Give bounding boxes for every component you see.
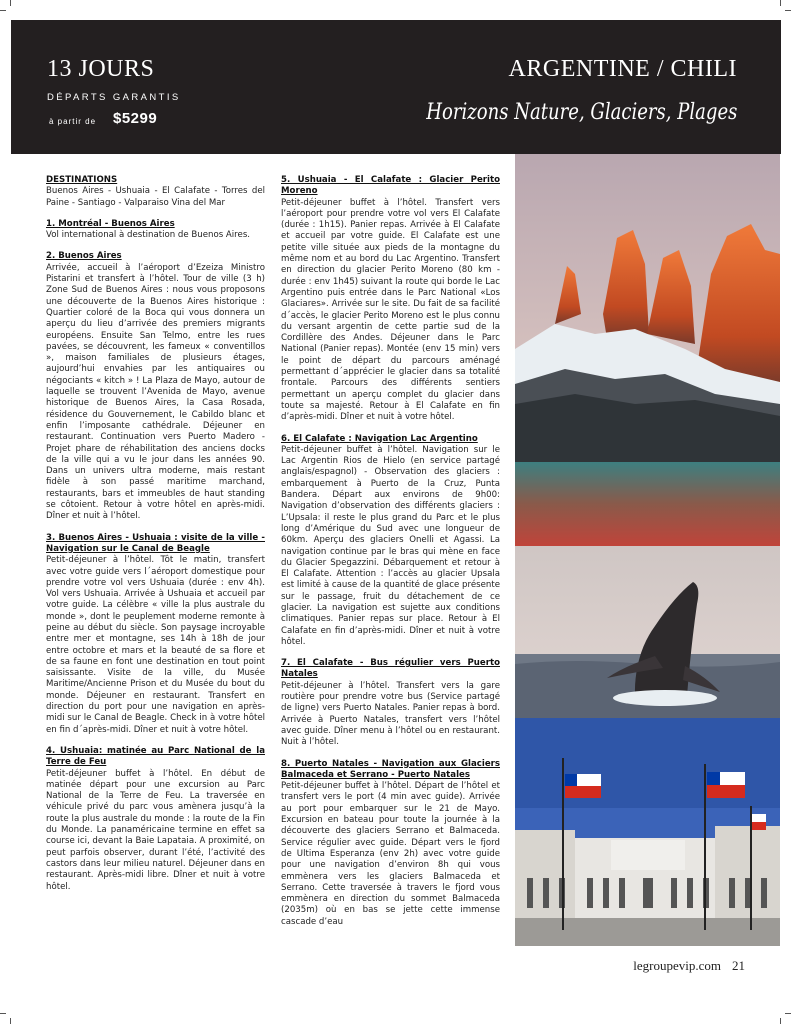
section-title: 5. Ushuaia - El Calafate : Glacier Perito Moreno xyxy=(281,175,500,197)
section-title: DESTINATIONS xyxy=(46,175,118,185)
price-from-label: à partir de xyxy=(49,117,97,126)
section-title: 1. Montréal - Buenos Aires xyxy=(46,218,175,229)
section-title: 2. Buenos Aires xyxy=(46,251,122,262)
section-text: Petit-déjeuner buffet à l’hôtel. Départ de l’hôtel et transfert vers le port (4 min avec guide). Arrivée au port pour embarquer sur le 21 de Mayo. Excursion en bateau pour toute la journée à la découverte des glaciers Serrano et Balmaceda. Service régulier avec guide. Départ vers le fjord de Ultima Esperanza (env 2h) avec votre guide pour une navigation d’environ 8h qui vous emmènera vers les glaciers Balmaceda et Serrano. Cette traversée à travers le fjord vous emmènera en direction du sommet Balmaceda (2035m) où en bas se jette cette immense cascade d’eau xyxy=(281,781,500,927)
trip-destination: ARGENTINE / CHILI xyxy=(508,56,737,82)
itinerary-column-right xyxy=(281,175,500,938)
section-title: 4. Ushuaia: matinée au Parc National de la Terre de Feu xyxy=(46,745,265,768)
section-text: Petit-déjeuner buffet à l’hôtel. En début de matinée départ pour une excursion au Parc National de la Terre de Feu. La traversée en véhicule privé du parc vous amènera jusqu’à la route la plus australe du monde : la route de la Fin du Monde. La panaméricaine termine en effet sa course ici, devant la Baie Lapataia. A proximité, on peut parfois observer, durant l’été, l’activité des castors dans leur milieu naturel. Déjeuner dans en restaurant. Après-midi libre. Dîner et nuit à votre hôtel. xyxy=(46,768,266,892)
section-text: Vol international à destination de Buenos Aires. xyxy=(46,230,251,241)
itinerary-section xyxy=(281,175,500,424)
photo-whale xyxy=(515,546,780,718)
section-text: Petit-déjeuner buffet à l’hôtel. Transfert vers l’aéroport pour prendre votre vol vers El Calafate (durée : 1h15). Panier repas. Arrivée à El Calafate et accueil par votre guide. El Calafate est une petite ville située aux pieds de la montagne du même nom et au bord du Lac Argentino. Transfert en direction du glacier Perito Moreno (80 km - durée : env 1h45) suivant la route qui borde le Lac Argentino puis entrée dans le Parc National «Los Glaciares». Arrivée sur le site. Du fait de sa facilité d´accès, le glacier Perito Moreno est le plus connu du versant argentin de cette partie sud de la Cordillère des Andes. Déjeuner dans le Parc National (Panier repas). Montée (env 15 min) vers le point de départ du parcours aménagé permettant d´apprécier le glacier dans sa totalité frontale. Parcours des différents sentiers permettant un aperçu complet du glacier dans toute sa majesté. Retour à El Calafate en fin d’après-midi. Dîner et nuit à votre hôtel. xyxy=(281,197,500,423)
section-title: 7. El Calafate - Bus régulier vers Puerto Natales xyxy=(281,658,500,680)
itinerary-section xyxy=(46,746,265,893)
section-title: 3. Buenos Aires - Ushuaia : visite de la ville - Navigation sur le Canal de Beagle xyxy=(46,532,265,554)
itinerary-section xyxy=(281,658,500,748)
header-banner xyxy=(11,20,781,154)
itinerary-section xyxy=(281,434,500,649)
page-number: 21 xyxy=(732,958,745,973)
itinerary-section xyxy=(281,759,500,928)
crop-mark xyxy=(0,10,6,11)
palace-flags-image xyxy=(515,718,780,946)
itinerary-column-left xyxy=(46,175,265,903)
crop-mark xyxy=(780,1018,781,1024)
itinerary-section xyxy=(46,219,265,242)
section-title: 8. Puerto Natales - Navigation aux Glaciers Balmaceda et Serrano - Puerto Natales xyxy=(281,758,500,780)
trip-duration: 13 JOURS xyxy=(47,56,155,82)
whale-breach-image xyxy=(515,546,780,718)
itinerary-section xyxy=(46,533,265,736)
departures-label: DÉPARTS GARANTIS xyxy=(47,92,181,103)
section-title: 6. El Calafate : Navigation Lac Argentino xyxy=(281,433,478,444)
section-text: Arrivée, accueil à l’aéroport d’Ezeiza Ministro Pistarini et transfert à l’hôtel. Tour de ville (3 h) Zone Sud de Buenos Aires : nous vous proposons une découverte de la Buenos Aires historique : Quartier coloré de la Boca qui vous donnera un aperçu du lieu d’arrivée des premiers migrants européens. Ensuite San Telmo, entre les rues pavées, se découvrent, les fameux « conventillos », maison familiales de plusieurs étages, aujourd’hui envahies par les antiquaires ou négociants « kitch » ! La Plaza de Mayo, autour de laquelle se trouvent l’Avenida de Mayo, avenue historique de Buenos Aires, la Casa Rosada, résidence du Gouvernement, le Cabildo blanc et enfin l’imposante cathédrale. Déjeuner en restaurant. Continuation vers Puerto Madero - Projet phare de réhabilitation des anciens docks de la ville qui a vu le jour dans les années 90. Dans un univers ultra moderne, mais restant fidèle à son passé maritime marchand, restaurants, bars et immeubles de haut standing se côtoient. Retour à votre hôtel en après-midi. Dîner et nuit à l’hôtel. xyxy=(46,262,265,522)
crop-mark xyxy=(785,10,791,11)
itinerary-section xyxy=(46,175,265,209)
price-value: $5299 xyxy=(113,110,158,127)
footer-website: legroupevip.com xyxy=(633,958,721,973)
photo-la-moneda xyxy=(515,718,780,946)
crop-mark xyxy=(0,1013,6,1014)
crop-mark xyxy=(10,0,11,6)
crop-mark xyxy=(10,1018,11,1024)
photo-torres-del-paine xyxy=(515,154,780,546)
crop-mark xyxy=(785,1013,791,1014)
section-text: Buenos Aires - Ushuaia - El Calafate - Torres del Paine - Santiago - Valparaiso Vina del Mar xyxy=(46,186,265,208)
mountain-landscape-image xyxy=(515,154,780,546)
section-text: Petit-déjeuner buffet à l’hôtel. Navigation sur le Lac Argentin Rios de Hielo (en service partagé anglais/espagnol) - Observation des glaciers : embarquement à Puerto de la Cruz, Punta Bandera. Départ aux environs de 9h00: Navigation d’observation des différents glaciers : L’Upsala: il reste le plus grand du Parc et le plus long d’Amérique du Sud avec une longueur de 60km. Aperçu des glaciers Onelli et Agassi. La navigation continue par le bras qui mène en face du Glacier Spegazzini. Débarquement et retour à El Calafate. Attention : l’accès au glacier Upsala est limité à cause de la quantité de glace présente sur le passage, fruit du détachement de ce glacier. La navigation est sujette aux conditions climatiques. Panier repas sur place. Retour à El Calafate en fin d’après-midi. Dîner et nuit à votre hôtel. xyxy=(281,444,500,647)
itinerary-section xyxy=(46,251,265,522)
section-text: Petit-déjeuner à l’hôtel. Tôt le matin, transfert avec votre guide vers l´aéroport domestique pour prendre votre vol vers Ushuaia (durée : env 4h). Vol vers Ushuaia. Arrivée à Ushuaia et accueil par votre guide. La célèbre « ville la plus australe du monde », dont le peuplement moderne remonte à peine au début du siècle. Son paysage incroyable entre mer et montagne, ses 14h à 18h de jour entre octobre et mars et la beauté de sa flore et de sa faune en font une destination en tout point saisissante. Visite de la ville, du Musée Maritime/Ancienne Prison et du Musée du bout du monde. Déjeuner en restaurant. Transfert en direction du port pour une navigation en après-midi sur le Canal de Beagle. Check in à votre hôtel en fin d´après-midi. Dîner et nuit à votre hôtel. xyxy=(46,555,265,735)
crop-mark xyxy=(780,0,781,6)
section-text: Petit-déjeuner à l’hôtel. Transfert vers la gare routière pour prendre votre bus (Service partagé de ligne) vers Puerto Natales. Panier repas à bord. Arrivée à Puerto Natales, transfert vers l’hôtel avec guide. Dîner menu à l’hôtel ou en restaurant. Nuit à l’hôtel. xyxy=(281,680,500,748)
trip-subtitle: Horizons Nature, Glaciers, Plages xyxy=(425,100,737,125)
